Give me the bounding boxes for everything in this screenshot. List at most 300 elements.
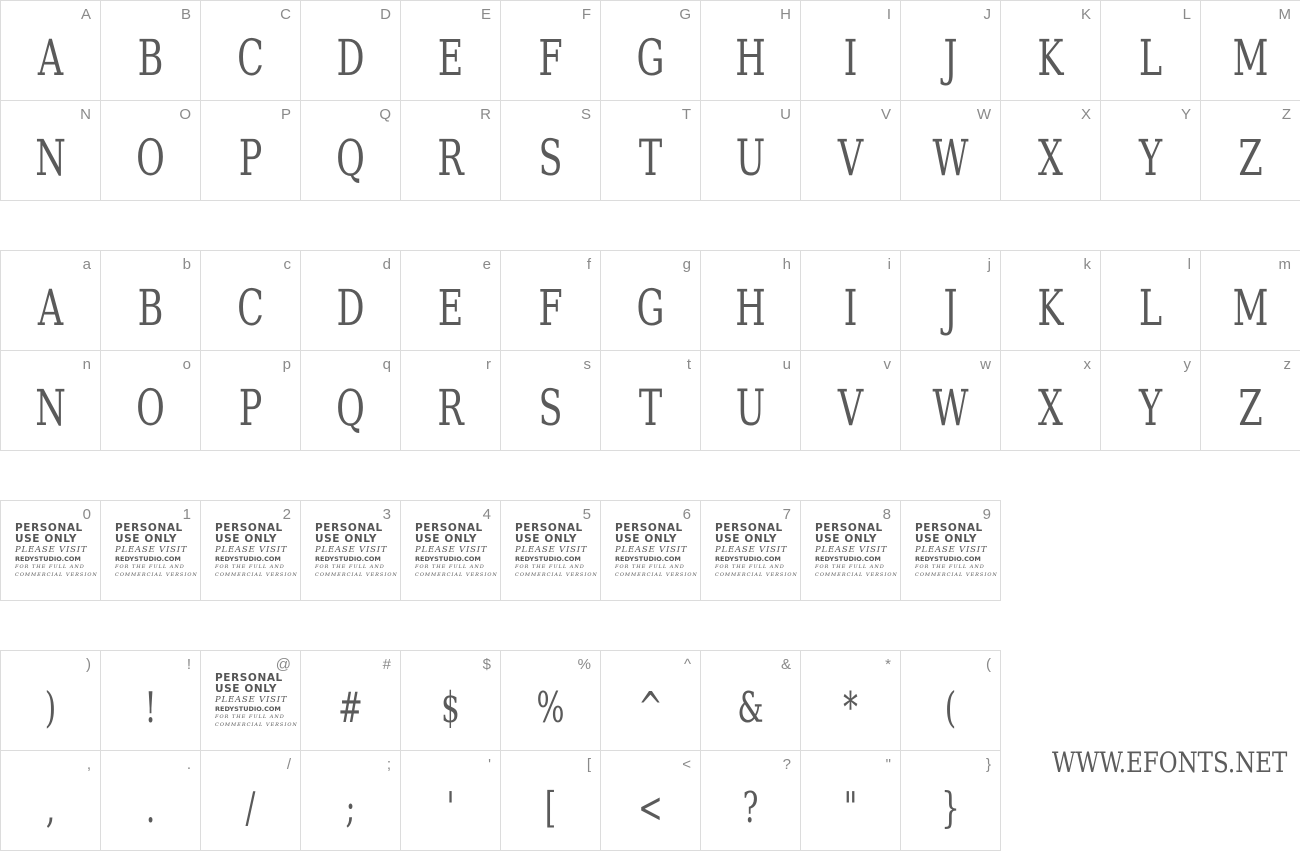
glyph-cell-symbol bbox=[700, 750, 801, 851]
glyph-preview: , bbox=[45, 782, 56, 832]
personal-use-line2: USE ONLY bbox=[715, 533, 778, 545]
glyph-cell-upper bbox=[100, 100, 201, 201]
key-label: ( bbox=[986, 656, 991, 673]
personal-use-placeholder bbox=[15, 522, 98, 579]
key-label: A bbox=[80, 6, 91, 23]
key-label: U bbox=[780, 106, 791, 123]
personal-use-line1: PERSONAL bbox=[15, 522, 83, 534]
glyph-preview: ? bbox=[742, 782, 759, 832]
key-label: 2 bbox=[282, 506, 291, 523]
glyph-cell-digit bbox=[0, 500, 101, 601]
personal-use-line6: COMMERCIAL VERSION bbox=[415, 572, 498, 578]
key-label: $ bbox=[482, 656, 491, 673]
glyph-cell-upper bbox=[700, 0, 801, 101]
key-label: w bbox=[980, 356, 991, 373]
personal-use-placeholder bbox=[715, 522, 798, 579]
personal-use-line3: PLEASE VISIT bbox=[215, 695, 288, 705]
glyph-cell-upper bbox=[1000, 0, 1101, 101]
glyph-preview: % bbox=[536, 682, 565, 732]
glyph-cell-upper bbox=[0, 0, 101, 101]
key-label: 6 bbox=[682, 506, 691, 523]
glyph-preview: / bbox=[245, 782, 256, 832]
glyph-cell-symbol bbox=[800, 750, 901, 851]
glyph-preview: B bbox=[137, 278, 164, 337]
glyph-cell-lower bbox=[800, 350, 901, 451]
personal-use-line4: REDYSTUDIO.COM bbox=[715, 555, 781, 563]
glyph-cell-digit bbox=[900, 500, 1001, 601]
key-label: B bbox=[180, 6, 191, 23]
glyph-cell-lower bbox=[500, 350, 601, 451]
key-label: W bbox=[976, 106, 991, 123]
key-label: ) bbox=[86, 656, 91, 673]
key-label: v bbox=[883, 356, 891, 373]
key-label: [ bbox=[586, 756, 591, 773]
glyph-cell-upper bbox=[1000, 100, 1101, 201]
glyph-cell-lower bbox=[500, 250, 601, 351]
key-label: ; bbox=[386, 756, 391, 773]
personal-use-placeholder bbox=[615, 522, 698, 579]
glyph-cell-upper bbox=[600, 0, 701, 101]
glyph-cell-symbol bbox=[100, 750, 201, 851]
personal-use-placeholder bbox=[215, 672, 298, 729]
key-label: i bbox=[887, 256, 891, 273]
glyph-preview: C bbox=[237, 28, 264, 87]
personal-use-line4: REDYSTUDIO.COM bbox=[615, 555, 681, 563]
personal-use-line3: PLEASE VISIT bbox=[715, 545, 788, 555]
key-label: P bbox=[280, 106, 291, 123]
key-label: 3 bbox=[382, 506, 391, 523]
key-label: g bbox=[682, 256, 691, 273]
glyph-preview: M bbox=[1232, 28, 1269, 87]
personal-use-line4: REDYSTUDIO.COM bbox=[515, 555, 581, 563]
personal-use-line3: PLEASE VISIT bbox=[315, 545, 388, 555]
glyph-cell-lower bbox=[800, 250, 901, 351]
glyph-cell-lower bbox=[900, 250, 1001, 351]
glyph-preview: B bbox=[137, 28, 164, 87]
glyph-preview: P bbox=[238, 378, 263, 437]
key-label: J bbox=[983, 6, 991, 23]
glyph-preview: L bbox=[1138, 28, 1163, 87]
personal-use-placeholder bbox=[515, 522, 598, 579]
glyph-cell-upper bbox=[700, 100, 801, 201]
personal-use-line1: PERSONAL bbox=[915, 522, 983, 534]
glyph-cell-lower bbox=[100, 250, 201, 351]
personal-use-placeholder bbox=[915, 522, 998, 579]
glyph-cell-upper bbox=[800, 100, 901, 201]
personal-use-placeholder bbox=[415, 522, 498, 579]
glyph-preview: W bbox=[932, 378, 969, 437]
key-label: R bbox=[480, 106, 491, 123]
key-label: ! bbox=[186, 656, 191, 673]
personal-use-line6: COMMERCIAL VERSION bbox=[615, 572, 698, 578]
glyph-cell-lower bbox=[600, 250, 701, 351]
symbols-grid bbox=[0, 650, 1000, 850]
glyph-cell-upper bbox=[1200, 0, 1300, 101]
glyph-preview: G bbox=[636, 278, 665, 337]
glyph-preview: " bbox=[843, 782, 858, 832]
key-label: & bbox=[780, 656, 791, 673]
key-label: M bbox=[1278, 6, 1291, 23]
personal-use-line2: USE ONLY bbox=[115, 533, 178, 545]
glyph-cell-lower bbox=[300, 350, 401, 451]
key-label: D bbox=[380, 6, 391, 23]
glyph-preview: A bbox=[37, 28, 64, 87]
key-label: a bbox=[82, 256, 91, 273]
glyph-preview: D bbox=[336, 278, 365, 337]
glyph-preview: Z bbox=[1238, 128, 1263, 187]
key-label: f bbox=[586, 256, 591, 273]
key-label: b bbox=[182, 256, 191, 273]
personal-use-line5: FOR THE FULL AND bbox=[515, 564, 585, 570]
key-label: o bbox=[182, 356, 191, 373]
glyph-preview: L bbox=[1138, 278, 1163, 337]
personal-use-line4: REDYSTUDIO.COM bbox=[215, 705, 281, 713]
glyph-cell-digit bbox=[800, 500, 901, 601]
personal-use-line2: USE ONLY bbox=[15, 533, 78, 545]
glyph-cell-digit bbox=[100, 500, 201, 601]
glyph-preview: # bbox=[338, 682, 363, 732]
glyph-preview: M bbox=[1232, 278, 1269, 337]
key-label: h bbox=[782, 256, 791, 273]
key-label: c bbox=[283, 256, 291, 273]
key-label: / bbox=[286, 756, 291, 773]
key-label: m bbox=[1278, 256, 1291, 273]
glyph-cell-lower bbox=[0, 250, 101, 351]
key-label: O bbox=[179, 106, 191, 123]
key-label: # bbox=[382, 656, 391, 673]
glyph-cell-upper bbox=[300, 100, 401, 201]
personal-use-line5: FOR THE FULL AND bbox=[615, 564, 685, 570]
glyph-preview: S bbox=[538, 378, 563, 437]
glyph-cell-upper bbox=[1200, 100, 1300, 201]
glyph-preview: ^ bbox=[638, 682, 663, 732]
glyph-preview: K bbox=[1037, 28, 1064, 87]
glyph-preview: K bbox=[1037, 278, 1064, 337]
key-label: 1 bbox=[182, 506, 191, 523]
glyph-cell-lower bbox=[400, 350, 501, 451]
glyph-preview: O bbox=[136, 378, 165, 437]
glyph-cell-symbol bbox=[200, 650, 301, 751]
personal-use-line3: PLEASE VISIT bbox=[115, 545, 188, 555]
personal-use-line5: FOR THE FULL AND bbox=[215, 564, 285, 570]
glyph-preview: ! bbox=[144, 682, 157, 732]
key-label: " bbox=[885, 756, 891, 773]
personal-use-line1: PERSONAL bbox=[215, 522, 283, 534]
glyph-preview: . bbox=[145, 782, 156, 832]
key-label: k bbox=[1083, 256, 1091, 273]
glyph-preview: H bbox=[735, 278, 766, 337]
glyph-cell-lower bbox=[300, 250, 401, 351]
key-label: 5 bbox=[582, 506, 591, 523]
glyph-preview: O bbox=[136, 128, 165, 187]
glyph-cell-upper bbox=[500, 100, 601, 201]
glyph-preview: R bbox=[437, 378, 464, 437]
glyph-cell-symbol bbox=[900, 750, 1001, 851]
glyph-preview: I bbox=[843, 28, 858, 87]
glyph-cell-lower bbox=[700, 250, 801, 351]
key-label: e bbox=[482, 256, 491, 273]
personal-use-line2: USE ONLY bbox=[215, 683, 278, 695]
key-label: d bbox=[382, 256, 391, 273]
glyph-preview: W bbox=[932, 128, 969, 187]
glyph-cell-lower bbox=[1000, 250, 1101, 351]
glyph-cell-lower bbox=[200, 350, 301, 451]
digits-grid bbox=[0, 500, 1300, 600]
glyph-cell-digit bbox=[600, 500, 701, 601]
personal-use-line5: FOR THE FULL AND bbox=[115, 564, 185, 570]
glyph-preview: ' bbox=[446, 782, 455, 832]
key-label: Z bbox=[1281, 106, 1291, 123]
glyph-preview: I bbox=[843, 278, 858, 337]
glyph-preview: T bbox=[638, 378, 663, 437]
key-label: * bbox=[885, 656, 891, 673]
glyph-preview: F bbox=[538, 28, 563, 87]
glyph-cell-lower bbox=[1000, 350, 1101, 451]
personal-use-line3: PLEASE VISIT bbox=[615, 545, 688, 555]
glyph-cell-digit bbox=[200, 500, 301, 601]
glyph-cell-symbol bbox=[0, 750, 101, 851]
key-label: G bbox=[679, 6, 691, 23]
personal-use-line3: PLEASE VISIT bbox=[415, 545, 488, 555]
personal-use-line2: USE ONLY bbox=[515, 533, 578, 545]
key-label: y bbox=[1183, 356, 1191, 373]
glyph-preview: J bbox=[943, 28, 958, 87]
personal-use-line6: COMMERCIAL VERSION bbox=[315, 572, 398, 578]
glyph-cell-lower bbox=[900, 350, 1001, 451]
personal-use-line5: FOR THE FULL AND bbox=[815, 564, 885, 570]
key-label: ' bbox=[488, 756, 491, 773]
key-label: X bbox=[1080, 106, 1091, 123]
key-label: p bbox=[282, 356, 291, 373]
glyph-cell-lower bbox=[700, 350, 801, 451]
key-label: < bbox=[682, 756, 691, 773]
personal-use-line1: PERSONAL bbox=[115, 522, 183, 534]
personal-use-line5: FOR THE FULL AND bbox=[415, 564, 485, 570]
key-label: 7 bbox=[782, 506, 791, 523]
personal-use-line1: PERSONAL bbox=[315, 522, 383, 534]
key-label: N bbox=[80, 106, 91, 123]
key-label: 9 bbox=[982, 506, 991, 523]
glyph-preview: X bbox=[1038, 378, 1063, 437]
key-label: % bbox=[577, 656, 591, 673]
key-label: n bbox=[82, 356, 91, 373]
personal-use-line3: PLEASE VISIT bbox=[915, 545, 988, 555]
glyph-preview: & bbox=[737, 682, 764, 732]
personal-use-line6: COMMERCIAL VERSION bbox=[515, 572, 598, 578]
glyph-cell-upper bbox=[400, 100, 501, 201]
personal-use-line5: FOR THE FULL AND bbox=[215, 714, 285, 720]
key-label: Q bbox=[379, 106, 391, 123]
personal-use-line4: REDYSTUDIO.COM bbox=[215, 555, 281, 563]
personal-use-line2: USE ONLY bbox=[915, 533, 978, 545]
personal-use-line2: USE ONLY bbox=[615, 533, 678, 545]
glyph-preview: N bbox=[35, 378, 66, 437]
key-label: l bbox=[1187, 256, 1191, 273]
glyph-cell-upper bbox=[800, 0, 901, 101]
glyph-preview: < bbox=[638, 782, 663, 832]
glyph-preview: J bbox=[943, 278, 958, 337]
glyph-cell-symbol bbox=[300, 650, 401, 751]
glyph-cell-symbol bbox=[500, 650, 601, 751]
glyph-cell-lower bbox=[200, 250, 301, 351]
key-label: H bbox=[780, 6, 791, 23]
glyph-preview: $ bbox=[441, 682, 460, 732]
key-label: @ bbox=[275, 656, 291, 673]
uppercase-grid bbox=[0, 0, 1300, 200]
glyph-preview: T bbox=[638, 128, 663, 187]
glyph-cell-symbol bbox=[400, 750, 501, 851]
personal-use-line4: REDYSTUDIO.COM bbox=[815, 555, 881, 563]
personal-use-line1: PERSONAL bbox=[215, 672, 283, 684]
glyph-cell-digit bbox=[300, 500, 401, 601]
key-label: ? bbox=[782, 756, 791, 773]
personal-use-line6: COMMERCIAL VERSION bbox=[115, 572, 198, 578]
key-label: s bbox=[583, 356, 591, 373]
personal-use-line4: REDYSTUDIO.COM bbox=[915, 555, 981, 563]
glyph-cell-upper bbox=[200, 100, 301, 201]
glyph-cell-upper bbox=[0, 100, 101, 201]
key-label: r bbox=[486, 356, 491, 373]
key-label: x bbox=[1083, 356, 1091, 373]
key-label: z bbox=[1283, 356, 1291, 373]
key-label: , bbox=[86, 756, 91, 773]
glyph-cell-symbol bbox=[600, 750, 701, 851]
key-label: 8 bbox=[882, 506, 891, 523]
personal-use-line5: FOR THE FULL AND bbox=[915, 564, 985, 570]
glyph-preview: Y bbox=[1138, 378, 1163, 437]
glyph-cell-lower bbox=[100, 350, 201, 451]
glyph-cell-upper bbox=[1100, 100, 1201, 201]
glyph-preview: H bbox=[735, 28, 766, 87]
personal-use-line4: REDYSTUDIO.COM bbox=[115, 555, 181, 563]
key-label: ^ bbox=[683, 656, 691, 673]
glyph-preview: U bbox=[735, 128, 766, 187]
personal-use-placeholder bbox=[115, 522, 198, 579]
glyph-preview: N bbox=[35, 128, 66, 187]
personal-use-line2: USE ONLY bbox=[215, 533, 278, 545]
glyph-cell-symbol bbox=[0, 650, 101, 751]
personal-use-line1: PERSONAL bbox=[715, 522, 783, 534]
personal-use-line4: REDYSTUDIO.COM bbox=[15, 555, 81, 563]
glyph-preview: V bbox=[837, 378, 864, 437]
key-label: } bbox=[985, 756, 991, 773]
key-label: j bbox=[987, 256, 991, 273]
glyph-cell-symbol bbox=[300, 750, 401, 851]
glyph-cell-lower bbox=[1100, 250, 1201, 351]
personal-use-line4: REDYSTUDIO.COM bbox=[315, 555, 381, 563]
personal-use-line2: USE ONLY bbox=[415, 533, 478, 545]
glyph-cell-digit bbox=[700, 500, 801, 601]
glyph-cell-upper bbox=[300, 0, 401, 101]
glyph-preview: Y bbox=[1138, 128, 1163, 187]
glyph-preview: U bbox=[735, 378, 766, 437]
glyph-preview: F bbox=[538, 278, 563, 337]
glyph-cell-symbol bbox=[200, 750, 301, 851]
glyph-cell-symbol bbox=[900, 650, 1001, 751]
glyph-cell-lower bbox=[1200, 250, 1300, 351]
glyph-preview: ) bbox=[44, 682, 57, 732]
glyph-preview: * bbox=[843, 682, 858, 732]
key-label: 4 bbox=[482, 506, 491, 523]
glyph-cell-symbol bbox=[700, 650, 801, 751]
glyph-preview: } bbox=[941, 782, 960, 832]
key-label: t bbox=[686, 356, 691, 373]
glyph-preview: Z bbox=[1238, 378, 1263, 437]
key-label: E bbox=[480, 6, 491, 23]
glyph-preview: A bbox=[37, 278, 64, 337]
key-label: S bbox=[580, 106, 591, 123]
lowercase-grid bbox=[0, 250, 1300, 450]
personal-use-line1: PERSONAL bbox=[815, 522, 883, 534]
glyph-preview: V bbox=[837, 128, 864, 187]
personal-use-line6: COMMERCIAL VERSION bbox=[15, 572, 98, 578]
personal-use-line3: PLEASE VISIT bbox=[15, 545, 88, 555]
glyph-cell-digit bbox=[400, 500, 501, 601]
glyph-preview: Q bbox=[336, 128, 365, 187]
glyph-cell-lower bbox=[1100, 350, 1201, 451]
personal-use-line1: PERSONAL bbox=[615, 522, 683, 534]
key-label: . bbox=[186, 756, 191, 773]
glyph-preview: ( bbox=[944, 682, 957, 732]
personal-use-line5: FOR THE FULL AND bbox=[715, 564, 785, 570]
key-label: T bbox=[681, 106, 691, 123]
personal-use-line3: PLEASE VISIT bbox=[515, 545, 588, 555]
personal-use-line5: FOR THE FULL AND bbox=[15, 564, 85, 570]
glyph-cell-digit bbox=[500, 500, 601, 601]
personal-use-placeholder bbox=[315, 522, 398, 579]
key-label: I bbox=[886, 6, 891, 23]
glyph-preview: ; bbox=[345, 782, 356, 832]
glyph-cell-upper bbox=[900, 0, 1001, 101]
key-label: C bbox=[280, 6, 291, 23]
glyph-preview: R bbox=[437, 128, 464, 187]
key-label: K bbox=[1080, 6, 1091, 23]
glyph-preview: E bbox=[437, 28, 464, 87]
glyph-preview: E bbox=[437, 278, 464, 337]
efonts-watermark[interactable]: WWW.EFONTS.NET bbox=[1052, 746, 1288, 779]
glyph-cell-symbol bbox=[800, 650, 901, 751]
glyph-cell-upper bbox=[200, 0, 301, 101]
personal-use-line2: USE ONLY bbox=[315, 533, 378, 545]
glyph-cell-lower bbox=[1200, 350, 1300, 451]
glyph-cell-symbol bbox=[600, 650, 701, 751]
glyph-cell-lower bbox=[600, 350, 701, 451]
key-label: Y bbox=[1180, 106, 1191, 123]
glyph-cell-symbol bbox=[400, 650, 501, 751]
glyph-preview: D bbox=[336, 28, 365, 87]
personal-use-line4: REDYSTUDIO.COM bbox=[415, 555, 481, 563]
personal-use-line6: COMMERCIAL VERSION bbox=[215, 722, 298, 728]
personal-use-line1: PERSONAL bbox=[415, 522, 483, 534]
key-label: u bbox=[782, 356, 791, 373]
glyph-cell-upper bbox=[400, 0, 501, 101]
key-label: 0 bbox=[82, 506, 91, 523]
glyph-cell-symbol bbox=[500, 750, 601, 851]
personal-use-line6: COMMERCIAL VERSION bbox=[215, 572, 298, 578]
glyph-preview: S bbox=[538, 128, 563, 187]
glyph-preview: P bbox=[238, 128, 263, 187]
personal-use-line3: PLEASE VISIT bbox=[215, 545, 288, 555]
key-label: q bbox=[382, 356, 391, 373]
glyph-cell-upper bbox=[500, 0, 601, 101]
glyph-cell-upper bbox=[900, 100, 1001, 201]
glyph-cell-lower bbox=[0, 350, 101, 451]
glyph-cell-symbol bbox=[100, 650, 201, 751]
glyph-cell-upper bbox=[1100, 0, 1201, 101]
personal-use-line3: PLEASE VISIT bbox=[815, 545, 888, 555]
glyph-cell-upper bbox=[100, 0, 201, 101]
key-label: V bbox=[880, 106, 891, 123]
